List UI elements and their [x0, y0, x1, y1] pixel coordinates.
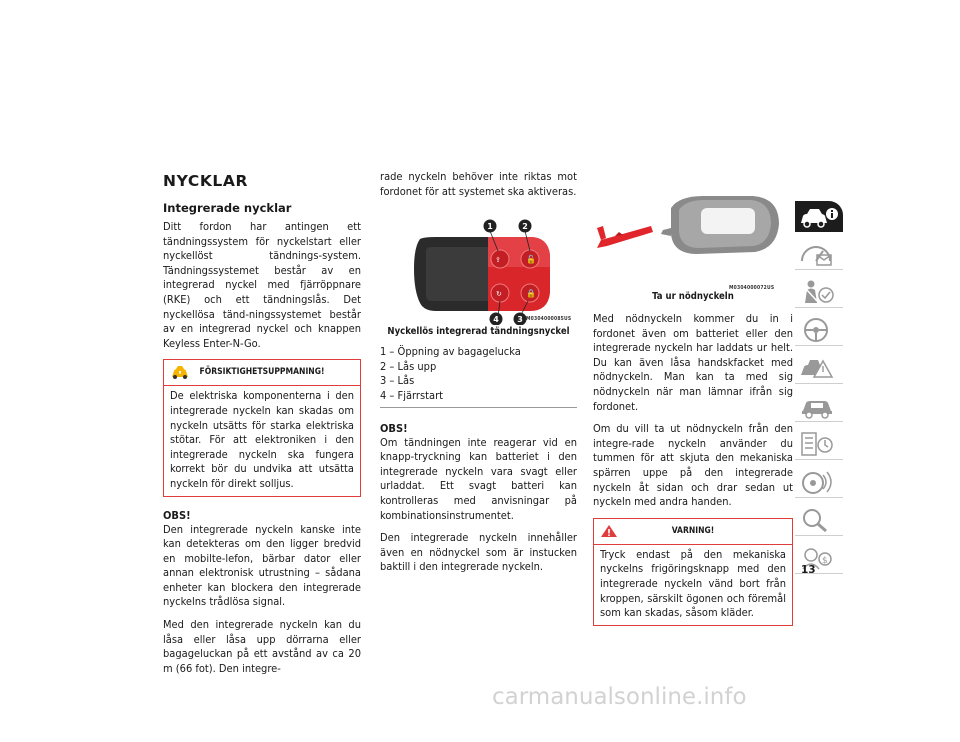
steering-wheel-icon [799, 317, 835, 343]
svg-text:1: 1 [487, 222, 493, 232]
figure2-code: M0304000072US [729, 285, 775, 291]
obs-note-1 [163, 509, 361, 611]
key-legend [380, 345, 577, 407]
page-number: 13 [801, 564, 816, 576]
section-title: NYCKLAR [163, 172, 249, 190]
service-car-icon [799, 393, 835, 419]
tab-radio-multimedia[interactable] [795, 466, 843, 498]
key-fob-illustration [380, 207, 577, 325]
svg-text:3: 3 [517, 315, 523, 325]
watermark: carmanualsonline.info [492, 684, 747, 710]
emergency-key-remove-paragraph: Om du vill ta ut nödnyckeln från den integre-rade nyckeln använder du tummen för att skjuta den mekaniska spärren uppe på den integrerade nyckeln åt sidan och drar sedan ut nyckeln med andra handen. [593, 422, 793, 509]
figure1-caption: Nyckellös integrerad tändningsnyckel [387, 326, 570, 338]
callout-4 [490, 313, 503, 326]
svg-text:4: 4 [493, 315, 499, 325]
warning-header [594, 519, 792, 545]
figure1-code: M0304000085US [526, 316, 572, 323]
caution-text: De elektriska komponenterna i den integrerade nyckeln kan skadas om nyckeln utsätts för starka elektriska stötar. För att elektroniken i den integrerade nyckeln ska fungera korrekt bör du undvika att utsätta nyckeln för direkt solljus. [170, 389, 354, 490]
svg-text:$: $ [822, 555, 828, 566]
svg-text:2: 2 [522, 222, 528, 232]
caution-title: FÖRSIKTIGHETSUPPMANING! [199, 367, 325, 378]
caution-car-icon [170, 365, 190, 379]
legend-item-2: 2 – Lås upp [380, 359, 437, 373]
maintenance-list-icon [799, 431, 835, 457]
column-3 [593, 168, 793, 638]
obs-note-2 [380, 422, 577, 524]
tab-roadside-emergency[interactable] [795, 352, 843, 384]
callout-1 [484, 220, 497, 233]
column-2 [380, 170, 577, 583]
tab-maintenance-list[interactable] [795, 428, 843, 460]
caution-header [164, 360, 360, 386]
legend-item-4: 4 – Fjärrstart [380, 388, 444, 402]
emergency-key-figure [593, 168, 793, 290]
tab-service-car[interactable] [795, 390, 843, 422]
chapter-tabs [795, 201, 843, 580]
tab-index-search[interactable] [795, 504, 843, 536]
range-paragraph-end: rade nyckeln behöver inte riktas mot fordonet för att systemet ska aktiveras. [380, 170, 577, 198]
car-info-icon [799, 206, 839, 228]
magnifier-index-icon [799, 507, 835, 533]
obs-text-2: Om tändningen inte reagerar vid en knapp-tryckning kan batteriet i den integrerade nyckeln vara svagt eller urladdat. Ett svagt batteri kan kontrolleras med anvisningar på kombinationsinstrumentet. [380, 435, 577, 522]
tab-car-info[interactable] [795, 201, 843, 232]
obs-label-1: OBS! [163, 508, 191, 522]
warning-text: Tryck endast på den mekaniska nyckelns frigöringsknapp med den integrerade nyckeln vänd bort från kroppen, särskilt ögonen och föremål som kan skadas, såsom kläder. [600, 547, 786, 620]
radio-multimedia-icon [799, 469, 835, 495]
emergency-key-paragraph: Den integrerade nyckeln innehåller även en nödnyckel som är instucken baktill i den integrerade nyckeln. [380, 531, 577, 574]
svg-text:↻: ↻ [496, 290, 502, 299]
range-paragraph-start: Med den integrerade nyckeln kan du låsa eller låsa upp dörrarna eller bagageluckan på ett avstånd av ca 20 m (66 fot). Den integre- [163, 618, 361, 675]
tab-seatbelt-safety[interactable] [795, 276, 843, 308]
warning-title: VARNING! [671, 525, 715, 536]
callout-2 [519, 220, 532, 233]
svg-text:🔒: 🔒 [526, 289, 536, 299]
tab-steering-wheel[interactable] [795, 314, 843, 346]
legend-item-3: 3 – Lås [380, 374, 415, 388]
dashboard-warning-icon [799, 241, 835, 267]
tab-dashboard-warning[interactable] [795, 238, 843, 270]
seatbelt-safety-icon [799, 279, 835, 305]
emergency-key-use-paragraph: Med nödnyckeln kommer du in i fordonet även om batteriet eller den integrerade nyckeln har laddats ur helt. Du kan även låsa handskfacket med nödnyckeln. Man kan ta med sig nödnyckeln när man lämnar ifrån sig fordonet. [593, 312, 793, 413]
svg-text:🔓: 🔓 [526, 255, 536, 265]
column-1 [163, 170, 361, 684]
warning-triangle-icon [600, 524, 618, 538]
callout-3 [514, 313, 527, 326]
figure2-caption: Ta ur nödnyckeln [652, 291, 734, 302]
subsection-title: Integrerade nycklar [163, 201, 292, 215]
key-fob-figure [380, 207, 577, 325]
warning-box [593, 518, 793, 626]
roadside-emergency-icon [799, 355, 835, 381]
svg-text:⇪: ⇪ [495, 256, 501, 265]
intro-paragraph: Ditt fordon har antingen ett tändningssystem för nyckelstart eller nyckellöst tändnings-system. Tändningssystemet består av en integrerad nyckel med fjärröppnare (RKE) och ett tändningslås. Det nyckellösa tänd-ningssystemet består av en integrerad nyckel och knappen Keyless Enter-N-Go. [163, 220, 361, 350]
caution-box [163, 359, 361, 496]
legend-item-1: 1 – Öppning av bagagelucka [380, 345, 521, 359]
obs-label-2: OBS! [380, 421, 408, 435]
obs-text-1: Den integrerade nyckeln kanske inte kan detekteras om den ligger bredvid en mobilte-lefon, bärbar dator eller annan elektronisk utrustning – sådana enheter kan blockera den integrerade nyckelns trådlösa signal. [163, 522, 361, 609]
emergency-key-illustration [593, 168, 793, 290]
